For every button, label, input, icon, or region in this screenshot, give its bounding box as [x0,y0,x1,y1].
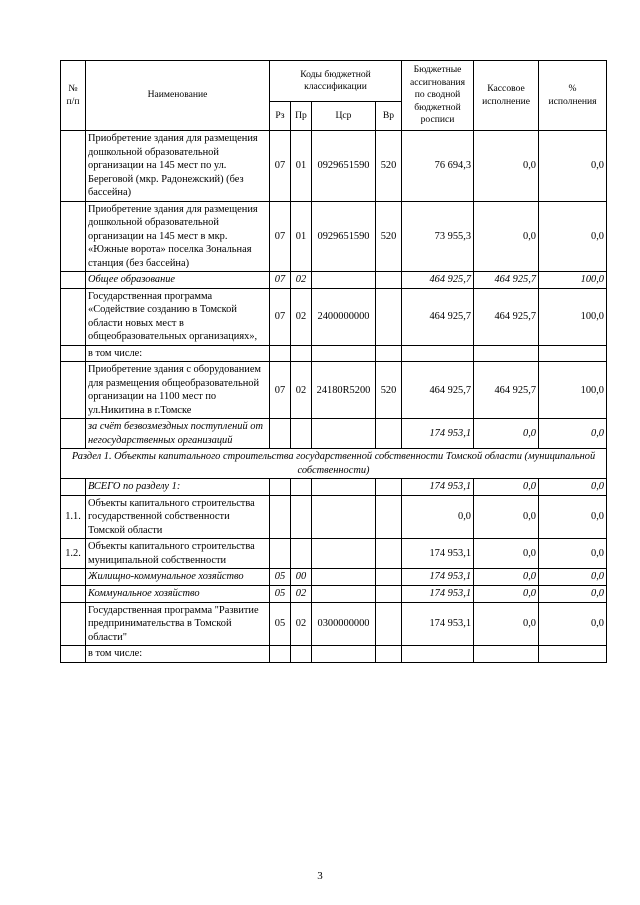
cell-budget: 174 953,1 [402,419,474,449]
cell-pct: 0,0 [539,602,607,646]
cell-pr: 00 [291,569,312,586]
cell-pct: 0,0 [539,201,607,272]
cell-vr: 520 [376,131,402,202]
cell-vr [376,495,402,539]
cell-pr [291,539,312,569]
cell-pct: 0,0 [539,585,607,602]
cell-name: Общее образование [86,272,270,289]
cell-pct: 0,0 [539,131,607,202]
cell-cash: 0,0 [474,131,539,202]
cell-csr [312,419,376,449]
cell-name: ВСЕГО по разделу 1: [86,479,270,496]
cell-rz [270,345,291,362]
cell-budget: 0,0 [402,495,474,539]
cell-pr [291,345,312,362]
cell-name: Приобретение здания для размещения дошкольной образовательной организации на 145 мест в мкр. «Южные ворота» поселка Зональная станция (без бассейна) [86,201,270,272]
cell-pr [291,419,312,449]
cell-pct: 0,0 [539,479,607,496]
table-row [61,569,607,586]
cell-pr: 01 [291,131,312,202]
cell-budget: 73 955,3 [402,201,474,272]
cell-cash: 0,0 [474,602,539,646]
cell-pr [291,479,312,496]
cell-vr [376,419,402,449]
cell-budget: 174 953,1 [402,479,474,496]
table-row [61,419,607,449]
header-rz: Рз [270,102,291,131]
cell-cash: 464 925,7 [474,288,539,345]
cell-no [61,272,86,289]
cell-vr [376,345,402,362]
cell-pr: 01 [291,201,312,272]
cell-pct: 100,0 [539,272,607,289]
cell-cash: 0,0 [474,585,539,602]
cell-rz: 07 [270,362,291,419]
table-row [61,288,607,345]
cell-no [61,345,86,362]
table-body [61,131,607,663]
header-budget: Бюджетные ассигнования по сводной бюджетной росписи [402,61,474,131]
cell-vr: 520 [376,201,402,272]
table-row [61,362,607,419]
table-row [61,201,607,272]
section-heading: Раздел 1. Объекты капитального строительства государственной собственности Томской области (муниципальной собственности) [61,449,607,479]
cell-pr [291,495,312,539]
cell-rz: 05 [270,585,291,602]
budget-execution-table [60,60,607,663]
header-no: № п/п [61,61,86,131]
cell-budget: 174 953,1 [402,569,474,586]
cell-budget: 174 953,1 [402,602,474,646]
cell-pct [539,345,607,362]
cell-no [61,479,86,496]
cell-cash: 464 925,7 [474,362,539,419]
cell-name: Объекты капитального строительства государственной собственности Томской области [86,495,270,539]
cell-csr: 2400000000 [312,288,376,345]
header-vr: Вр [376,102,402,131]
cell-pct: 0,0 [539,569,607,586]
cell-name: Коммунальное хозяйство [86,585,270,602]
cell-no: 1.1. [61,495,86,539]
header-pct: % исполнения [539,61,607,131]
cell-pct: 0,0 [539,495,607,539]
cell-budget: 174 953,1 [402,539,474,569]
cell-budget: 464 925,7 [402,288,474,345]
table-row [61,646,607,663]
cell-name: за счёт безвозмездных поступлений от негосударственных организаций [86,419,270,449]
cell-pr: 02 [291,288,312,345]
cell-vr [376,569,402,586]
cell-pct: 100,0 [539,362,607,419]
cell-budget: 464 925,7 [402,272,474,289]
cell-pct: 100,0 [539,288,607,345]
cell-cash: 0,0 [474,495,539,539]
cell-no [61,602,86,646]
cell-vr [376,602,402,646]
cell-budget [402,345,474,362]
cell-name: Объекты капитального строительства муниципальной собственности [86,539,270,569]
table-row [61,449,607,479]
cell-name: в том числе: [86,345,270,362]
cell-csr: 0929651590 [312,131,376,202]
cell-pct: 0,0 [539,419,607,449]
cell-name: Государственная программа «Содействие созданию в Томской области новых мест в общеобразовательных организациях», [86,288,270,345]
cell-cash: 0,0 [474,201,539,272]
cell-cash: 0,0 [474,569,539,586]
header-pr: Пр [291,102,312,131]
cell-cash: 0,0 [474,539,539,569]
table-row [61,495,607,539]
cell-name: Приобретение здания для размещения дошкольной образовательной организации на 145 мест по ул. Береговой (мкр. Радонежский) (без бассейна) [86,131,270,202]
cell-pr: 02 [291,362,312,419]
cell-rz: 05 [270,602,291,646]
cell-budget: 174 953,1 [402,585,474,602]
header-codes: Коды бюджетной классификации [270,61,402,102]
cell-csr [312,585,376,602]
cell-vr [376,646,402,663]
header-csr: Цср [312,102,376,131]
cell-pr [291,646,312,663]
cell-vr [376,272,402,289]
cell-vr: 520 [376,362,402,419]
cell-name: Приобретение здания с оборудованием для размещения общеобразовательной организации на 1100 мест по ул.Никитина в г.Томске [86,362,270,419]
table-row [61,602,607,646]
cell-rz: 07 [270,288,291,345]
cell-budget [402,646,474,663]
cell-csr: 24180R5200 [312,362,376,419]
cell-rz [270,479,291,496]
cell-csr [312,569,376,586]
cell-rz [270,419,291,449]
table-row [61,539,607,569]
header-cash: Кассовое исполнение [474,61,539,131]
cell-no [61,288,86,345]
cell-pr: 02 [291,602,312,646]
cell-pct [539,646,607,663]
cell-name: Государственная программа "Развитие предпринимательства в Томской области" [86,602,270,646]
cell-csr: 0300000000 [312,602,376,646]
cell-cash: 464 925,7 [474,272,539,289]
cell-csr [312,345,376,362]
cell-rz [270,539,291,569]
cell-budget: 464 925,7 [402,362,474,419]
cell-cash [474,345,539,362]
cell-rz: 07 [270,272,291,289]
table-row [61,585,607,602]
cell-rz: 05 [270,569,291,586]
cell-csr: 0929651590 [312,201,376,272]
cell-pct: 0,0 [539,539,607,569]
page-number: 3 [317,870,323,882]
cell-vr [376,585,402,602]
cell-name: Жилищно-коммунальное хозяйство [86,569,270,586]
cell-rz [270,646,291,663]
cell-vr [376,288,402,345]
cell-no [61,646,86,663]
cell-vr [376,479,402,496]
cell-no [61,585,86,602]
cell-csr [312,495,376,539]
cell-no [61,362,86,419]
cell-csr [312,479,376,496]
cell-csr [312,646,376,663]
cell-cash: 0,0 [474,479,539,496]
cell-rz: 07 [270,201,291,272]
header-name: Наименование [86,61,270,131]
cell-pr: 02 [291,272,312,289]
cell-csr [312,272,376,289]
table-row [61,345,607,362]
cell-no [61,201,86,272]
cell-budget: 76 694,3 [402,131,474,202]
table-row [61,479,607,496]
header-row-1 [61,61,607,102]
cell-rz [270,495,291,539]
cell-rz: 07 [270,131,291,202]
cell-no: 1.2. [61,539,86,569]
cell-no [61,131,86,202]
cell-cash: 0,0 [474,419,539,449]
cell-no [61,419,86,449]
cell-vr [376,539,402,569]
cell-name: в том числе: [86,646,270,663]
cell-no [61,569,86,586]
cell-pr: 02 [291,585,312,602]
cell-cash [474,646,539,663]
cell-csr [312,539,376,569]
table-row [61,131,607,202]
table-row [61,272,607,289]
